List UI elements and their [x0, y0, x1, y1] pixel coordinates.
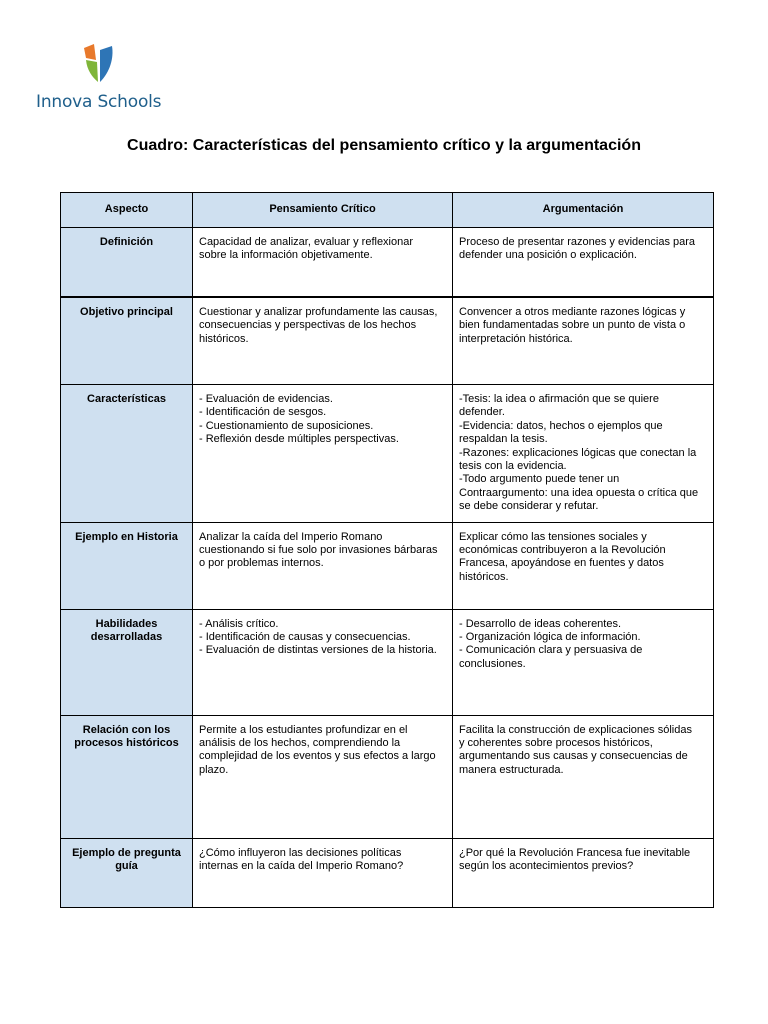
- argumentacion-cell: - Desarrollo de ideas coherentes. - Organización lógica de información. - Comunicación clara y persuasiva de conclusiones.: [453, 609, 714, 715]
- table-row: [61, 228, 714, 298]
- argumentacion-cell: Facilita la construcción de explicaciones sólidas y coherentes sobre procesos históricos, argumentando sus causas y consecuencias de manera estructurada.: [453, 715, 714, 838]
- argumentacion-cell: Convencer a otros mediante razones lógicas y bien fundamentadas sobre un punto de vista o interpretación histórica.: [453, 297, 714, 385]
- innova-crest-icon: [82, 44, 116, 84]
- aspect-cell: Características: [61, 385, 193, 523]
- argumentacion-cell: Explicar cómo las tensiones sociales y económicas contribuyeron a la Revolución Francesa, apoyándose en fuentes y datos históricos.: [453, 522, 714, 609]
- table-row: [61, 838, 714, 907]
- table-row: [61, 715, 714, 838]
- aspect-cell: Objetivo principal: [61, 297, 193, 385]
- table-row: [61, 522, 714, 609]
- pensamiento-cell: Permite a los estudiantes profundizar en el análisis de los hechos, comprendiendo la complejidad de los eventos y sus efectos a largo plazo.: [193, 715, 453, 838]
- pensamiento-cell: Capacidad de analizar, evaluar y reflexionar sobre la información objetivamente.: [193, 228, 453, 298]
- comparison-table: [60, 192, 714, 908]
- pensamiento-cell: ¿Cómo influyeron las decisiones políticas internas en la caída del Imperio Romano?: [193, 838, 453, 907]
- aspect-cell: Relación con los procesos históricos: [61, 715, 193, 838]
- aspect-cell: Habilidades desarrolladas: [61, 609, 193, 715]
- header-pensamiento-critico: Pensamiento Crítico: [193, 193, 453, 228]
- table-row: [61, 385, 714, 523]
- header-aspecto: Aspecto: [61, 193, 193, 228]
- logo-wordmark: Innova Schools: [36, 92, 162, 112]
- pensamiento-cell: Analizar la caída del Imperio Romano cuestionando si fue solo por invasiones bárbaras o por problemas internos.: [193, 522, 453, 609]
- argumentacion-cell: Proceso de presentar razones y evidencias para defender una posición o explicación.: [453, 228, 714, 298]
- table-row: [61, 609, 714, 715]
- table-row: [61, 297, 714, 385]
- header-argumentacion: Argumentación: [453, 193, 714, 228]
- argumentacion-cell: -Tesis: la idea o afirmación que se quiere defender. -Evidencia: datos, hechos o ejemplos que respaldan la tesis. -Razones: explicaciones lógicas que conectan la tesis con la evidencia. -Todo argumento puede tener un Contraargumento: una idea opuesta o crítica que se debe considerar y refutar.: [453, 385, 714, 523]
- document-title: Cuadro: Características del pensamiento crítico y la argumentación: [127, 137, 641, 154]
- argumentacion-cell: ¿Por qué la Revolución Francesa fue inevitable según los acontecimientos previos?: [453, 838, 714, 907]
- pensamiento-cell: - Evaluación de evidencias. - Identificación de sesgos. - Cuestionamiento de suposiciones. - Reflexión desde múltiples perspectivas.: [193, 385, 453, 523]
- aspect-cell: Definición: [61, 228, 193, 298]
- innova-schools-logo: [36, 44, 166, 114]
- pensamiento-cell: - Análisis crítico. - Identificación de causas y consecuencias. - Evaluación de distintas versiones de la historia.: [193, 609, 453, 715]
- aspect-cell: Ejemplo de pregunta guía: [61, 838, 193, 907]
- pensamiento-cell: Cuestionar y analizar profundamente las causas, consecuencias y perspectivas de los hechos históricos.: [193, 297, 453, 385]
- aspect-cell: Ejemplo en Historia: [61, 522, 193, 609]
- table-header-row: [61, 193, 714, 228]
